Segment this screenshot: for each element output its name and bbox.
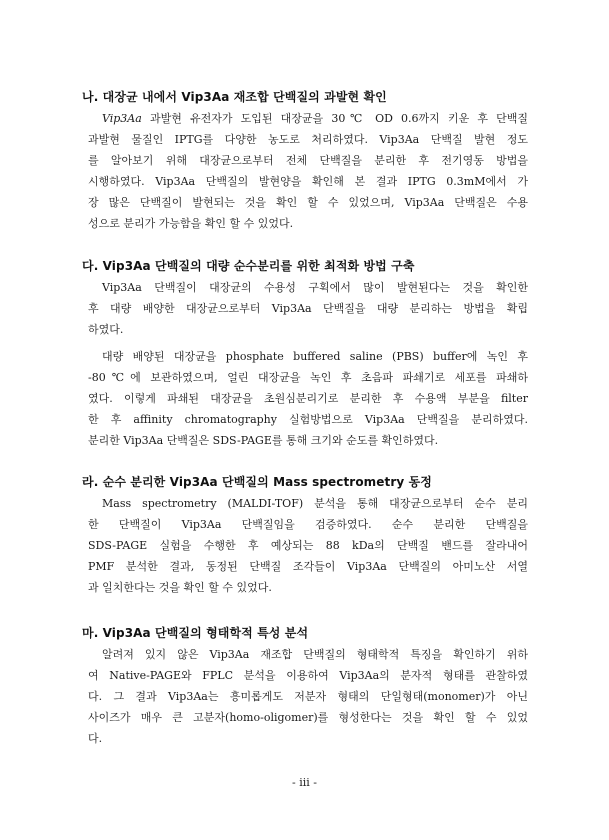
- paragraph-line: 장 많은 단백질이 발현되는 것을 확인 할 수 있었으며, Vip3Aa 단백질은 수용: [88, 196, 528, 209]
- paragraph-line: SDS-PAGE 실험을 수행한 후 예상되는 88 kDa의 단백질 밴드를 잘라내어: [88, 539, 528, 552]
- paragraph-line: Vip3Aa 과발현 유전자가 도입된 대장균을 30℃ OD 0.6까지 키운 후 단백질: [102, 112, 529, 125]
- paragraph-line: 성으로 분리가 가능함을 확인 할 수 있었다.: [88, 217, 294, 230]
- paragraph-line: 과발현 물질인 IPTG를 다양한 농도로 처리하였다. Vip3Aa 단백질 발현 정도: [88, 133, 528, 146]
- paragraph-line: 다. 그 결과 Vip3Aa는 흥미롭게도 저분자 형태의 단일형태(monomer)가 아닌: [88, 690, 528, 703]
- paragraph-line: 한 후 affinity chromatography 실험방법으로 Vip3Aa 단백질을 분리하였다.: [88, 413, 528, 426]
- section-heading-na: 나. 대장균 내에서 Vip3Aa 재조합 단백질의 과발현 확인: [82, 90, 387, 104]
- paragraph-line: 여 Native-PAGE와 FPLC 분석을 이용하여 Vip3Aa의 분자적 형태를 관찰하였: [88, 669, 528, 682]
- paragraph-line: 알려져 있지 않은 Vip3Aa 재조합 단백질의 형태학적 특징을 확인하기 위하: [102, 648, 528, 661]
- paragraph-line: 다.: [88, 732, 103, 745]
- section-heading-ma: 마. Vip3Aa 단백질의 형태학적 특성 분석: [82, 626, 309, 640]
- section-heading-ra: 라. 순수 분리한 Vip3Aa 단백질의 Mass spectrometry 동정: [82, 475, 432, 489]
- paragraph-line: 한 단백질이 Vip3Aa 단백질임을 검증하였다. 순수 분리한 단백질을: [88, 518, 528, 531]
- paragraph-line: 대량 배양된 대장균을 phosphate buffered saline (PBS) buffer에 녹인 후: [102, 350, 528, 363]
- paragraph-line: Mass spectrometry (MALDI-TOF) 분석을 통해 대장균으로부터 순수 분리: [102, 497, 528, 510]
- paragraph-line: 사이즈가 매우 큰 고분자(homo-oligomer)를 형성한다는 것을 확인 할 수 있었: [88, 711, 528, 724]
- page-number: - iii -: [292, 776, 317, 789]
- paragraph-line: 분리한 Vip3Aa 단백질은 SDS-PAGE를 통해 크기와 순도를 확인하였다.: [88, 434, 439, 447]
- paragraph-line: PMF 분석한 결과, 동정된 단백질 조각들이 Vip3Aa 단백질의 아미노산 서열: [88, 560, 528, 573]
- paragraph-line: 과 일치한다는 것을 확인 할 수 있었다.: [88, 581, 272, 594]
- paragraph-line: -80℃에 보관하였으며, 얼린 대장균을 녹인 후 초음파 파쇄기로 세포를 파쇄하: [88, 371, 528, 384]
- paragraph-line: 후 대량 배양한 대장균으로부터 Vip3Aa 단백질을 대량 분리하는 방법을 확립: [88, 302, 528, 315]
- paragraph-line: 를 알아보기 위해 대장균으로부터 전체 단백질을 분리한 후 전기영동 방법을: [88, 154, 528, 167]
- paragraph-line: 하였다.: [88, 323, 124, 336]
- paragraph-line: 시행하였다. Vip3Aa 단백질의 발현양을 확인해 본 결과 IPTG 0.3mM에서 가: [88, 175, 528, 188]
- paragraph-line: Vip3Aa 단백질이 대장균의 수용성 구획에서 많이 발현된다는 것을 확인한: [102, 281, 528, 294]
- italic-term: Vip3Aa: [102, 112, 142, 125]
- section-heading-da: 다. Vip3Aa 단백질의 대량 순수분리를 위한 최적화 방법 구축: [82, 259, 415, 273]
- paragraph-line: 였다. 이렇게 파쇄된 대장균을 초원심분리기로 분리한 후 수용액 부분을 filter: [88, 392, 528, 405]
